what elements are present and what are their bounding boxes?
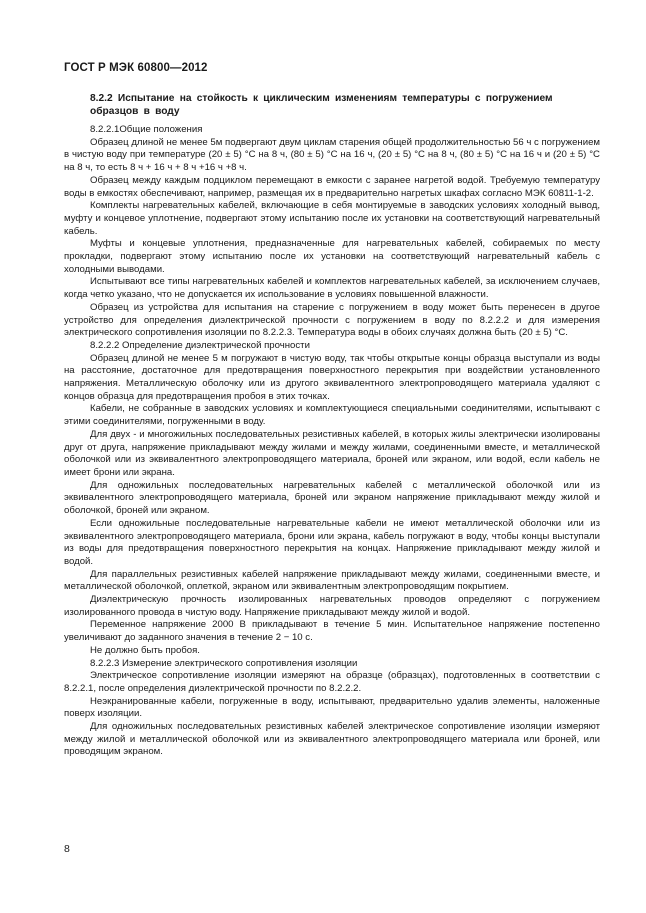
paragraph: Неэкранированные кабели, погруженные в воду, испытывают, предварительно удалив элементы, наложенные поверх изоляции. bbox=[64, 695, 600, 720]
paragraph: Диэлектрическую прочность изолированных нагревательных проводов определяют с погружением изолированного провода в чистую воду. Напряжение прикладывают между жилой и водой. bbox=[64, 594, 600, 618]
paragraph: Переменное напряжение 2000 В прикладывают в течение 5 мин. Испытательное напряжение постепенно увеличивают до заданного значения в течение 2 − 10 с. bbox=[64, 619, 600, 644]
paragraph: Для двух - и многожильных последовательных резистивных кабелей, в которых жилы электрически изолированы друг от друга, напряжение прикладывают между жилами и между жилами, соединенными вместе, и металлической оболочкой или из эквивалентного электропроводящего материала, броней или экраном, или водой, если кабель не имеет брони или экрана. bbox=[64, 428, 600, 478]
paragraph: Комплекты нагревательных кабелей, включающие в себя монтируемые в заводских условиях холодный вывод, муфту и концевое уплотнение, подвергают этому испытанию после их установки на соответствующий нагревательный кабель. bbox=[64, 200, 600, 237]
subsection-heading-8-2-2-3: 8.2.2.3 Измерение электрического сопротивления изоляции bbox=[90, 657, 358, 669]
paragraph: Испытывают все типы нагревательных кабелей и комплектов нагревательных кабелей, за исключением случаев, когда четко указано, что не допускается их использование в условиях повышенной влажности. bbox=[64, 276, 600, 301]
section-heading-8-2-2: 8.2.2 Испытание на стойкость к циклическим изменениям температуры с погружением образцов в воду bbox=[90, 93, 553, 117]
paragraph: Образец длиной не менее 5м подвергают двум циклам старения общей продолжительностью 56 ч с погружением в чистую воду при температуре (20 ± 5) °С на 8 ч, (80 ± 5) °С на 16 ч, (20 ± 5) °С на 8 ч, (80 ± 5) °С на 16 ч и (20 ± 5) °С на 8 ч, то есть 8 ч + 16 ч + 8 ч +16 ч +8 ч. bbox=[64, 136, 600, 174]
document-body bbox=[64, 92, 600, 759]
paragraph: Если одножильные последовательные нагревательные кабели не имеют металлической оболочки или из эквивалентного электропроводящего материала, брони или экрана, кабель погружают в воду, чтобы концы выступали из воды для предотвращения поверхностного перекрытия на концах. Напряжение прикладывают между жилой и водой. bbox=[64, 517, 600, 567]
paragraph: Электрическое сопротивление изоляции измеряют на образце (образцах), подготовленных в соответствии с 8.2.2.1, после определения диэлектрической прочности по 8.2.2.2. bbox=[64, 670, 600, 694]
paragraph: Для одножильных последовательных резистивных кабелей электрическое сопротивление изоляции измеряют между жилой и металлической оболочкой или из эквивалентного электропроводящего материала или броней, или проводящим экраном. bbox=[64, 721, 600, 758]
page-number: 8 bbox=[64, 843, 70, 855]
paragraph: Кабели, не собранные в заводских условиях и комплектующиеся специальными соединителями, испытывают с этими соединителями, погруженными в воду. bbox=[64, 403, 600, 428]
paragraph: Не должно быть пробоя. bbox=[90, 644, 200, 656]
paragraph: Для одножильных последовательных нагревательных кабелей с металлической оболочкой или из эквивалентного электропроводящего материала, броней или экраном напряжение прикладывают между жилой и оболочкой, броней или экраном. bbox=[64, 479, 600, 517]
subsection-heading-8-2-2-2: 8.2.2.2 Определение диэлектрической прочности bbox=[90, 339, 310, 351]
paragraph: Для параллельных резистивных кабелей напряжение прикладывают между жилами, соединенными вместе, и металлической оболочкой, оплеткой, экраном или эквивалентным электропроводящим покрытием. bbox=[64, 568, 600, 593]
paragraph: Образец длиной не менее 5 м погружают в чистую воду, так чтобы открытые концы образца выступали из воды на расстояние, достаточное для предотвращения поверхностного перекрытия при воздействии установленного напряжения. Металлическую оболочку или из другого эквивалентного электропроводящего материала удаляют с концов образца для предотвращения пробоя в этих точках. bbox=[64, 352, 600, 402]
paragraph: Образец из устройства для испытания на старение с погружением в воду может быть перенесен в другое устройство для определения диэлектрической прочности с погружением в воду по 8.2.2.2 и для измерения электрического сопротивления изоляции по 8.2.2.3. Температура воды в обоих случаях должна быть (20 ± 5) °С. bbox=[64, 301, 600, 339]
paragraph: Образец между каждым подциклом перемещают в емкости с заранее нагретой водой. Требуемую температуру воды в емкостях обеспечивают, например, размещая их в предварительно нагретых шкафах согласно МЭК 60811-1-2. bbox=[64, 174, 600, 199]
paragraph: Муфты и концевые уплотнения, предназначенные для нагревательных кабелей, собираемых по месту прокладки, подвергают этому испытанию после их установки на соответствующий нагревательный кабель с холодными выводами. bbox=[64, 238, 600, 275]
document-header: ГОСТ Р МЭК 60800—2012 bbox=[64, 62, 208, 74]
subsection-heading-8-2-2-1: 8.2.2.1Общие положения bbox=[90, 124, 203, 135]
